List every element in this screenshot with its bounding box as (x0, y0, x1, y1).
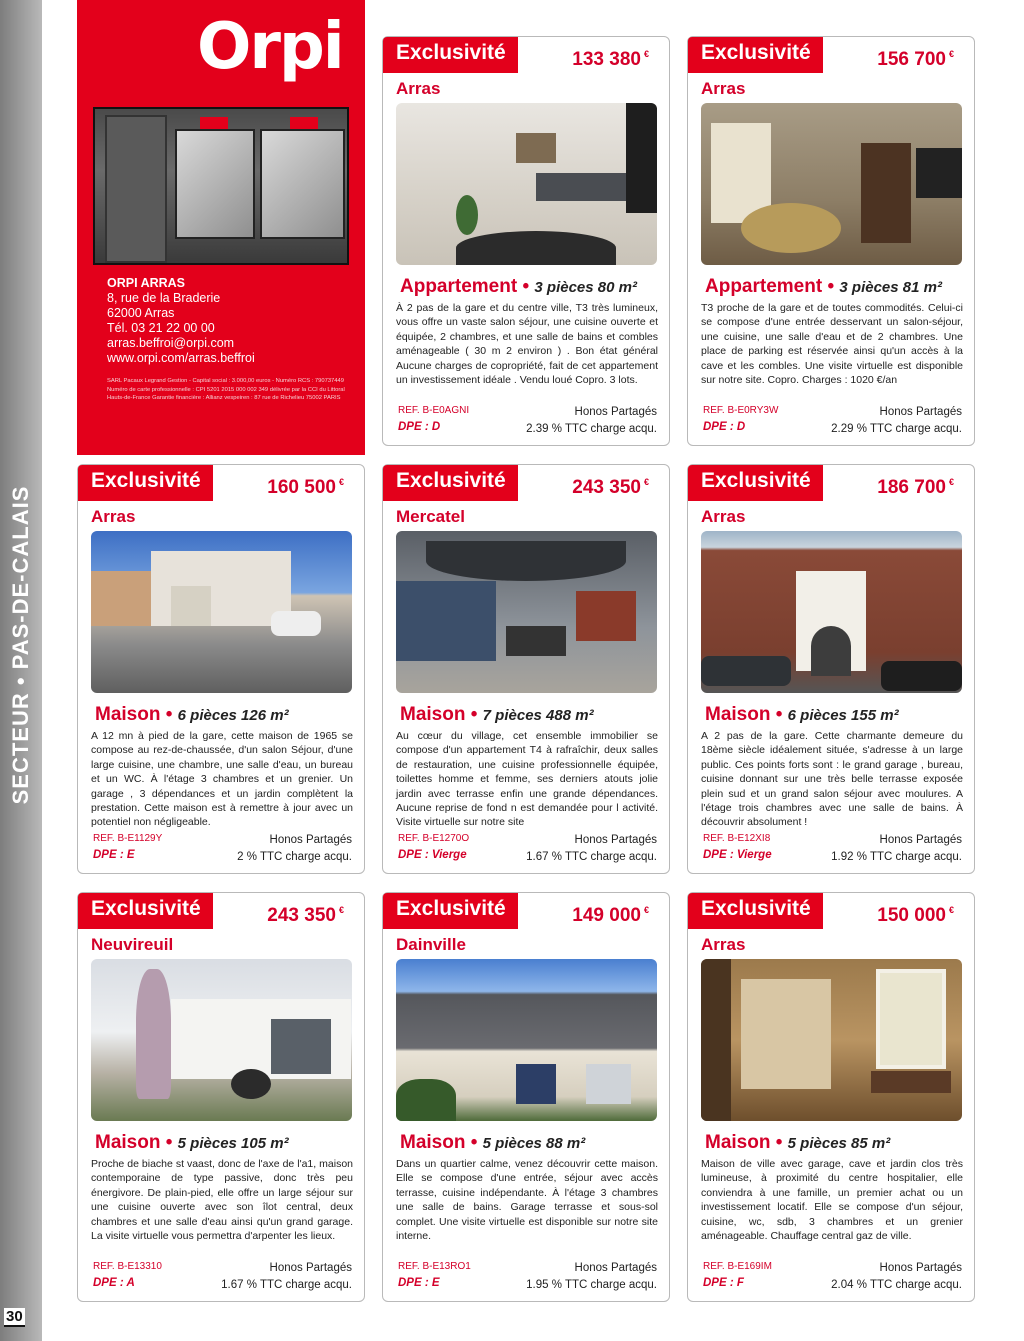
listing-card (687, 464, 975, 874)
agency-panel (77, 0, 365, 455)
exclusivite-badge: Exclusivité (78, 465, 213, 501)
storefront-sign (200, 117, 228, 129)
agency-email: arras.beffroi@orpi.com (107, 336, 235, 350)
listing-fee: 2.39 % TTC charge acqu. (526, 423, 657, 435)
agency-legal-notice: SARL Pacaux Legrand Gestion - Capital social : 3.000,00 euros - Numéro RCS : 790737449 Numéro de carte professionnelle : CPI 5201 2015 000 002 349 délivrée par la CCI du Littoral Hauts-de-France Garantie financière : Allianz vespeiren : 87 rue de Richelieu 75002 PARIS (107, 378, 345, 401)
listing-description: A 2 pas de la gare. Cette charmante demeure du 18ème siècle idéalement située, s'adresse à un large public. Ces points forts sont : le grand garage , bureau, cuisine donnant sur une très belle terrasse exposée plein sud et un grand salon séjour avec moulures. A l'étage trois chambres avec une salle de bains. À découvrir absolument ! (701, 730, 963, 829)
listing-honos: Honos Partagés (269, 834, 352, 846)
storefront-sign (290, 117, 318, 129)
orpi-logo: Orpi (197, 10, 343, 84)
listing-honos: Honos Partagés (574, 406, 657, 418)
listing-price: 156 700 € (877, 49, 954, 70)
listing-title: Maison • 7 pièces 488 m² (400, 704, 594, 725)
listing-description: A 12 mn à pied de la gare, cette maison de 1965 se compose au rez-de-chaussée, d'un salon Séjour, d'une large cuisine, une chambre, une salle d'eau, un bureau et un WC. À l'étage 3 chambres et un grenier. Un garage , 3 dépendances et un jardin complètent la prestation. Cette maison est à remettre à jour avec un potentiel non négligeable. (91, 730, 353, 829)
agency-address-line2: 62000 Arras (107, 306, 175, 320)
listing-price: 160 500 € (267, 477, 344, 498)
agency-storefront-photo (93, 107, 349, 265)
exclusivite-badge: Exclusivité (383, 465, 518, 501)
listing-dpe: DPE : D (398, 421, 441, 433)
storefront-window-right (260, 129, 345, 239)
listing-fee: 2.04 % TTC charge acqu. (831, 1279, 962, 1291)
listing-card (77, 892, 365, 1302)
listing-photo (701, 531, 962, 693)
listing-honos: Honos Partagés (879, 834, 962, 846)
listing-dpe: DPE : D (703, 421, 746, 433)
agency-address-line1: 8, rue de la Braderie (107, 291, 221, 305)
listing-photo (701, 959, 962, 1121)
listing-city: Arras (396, 79, 441, 98)
sidebar (0, 0, 42, 1341)
listing-description: Maison de ville avec garage, cave et jardin clos très lumineuse, à proximité du centre hospitalier, elle conviendra à une famille, un premier achat ou un investissement locatif. Elle se compose d'un séjour, cuisine, wc, sdb, 3 chambres et un grenier aménageable. Chauffage central gaz de ville. (701, 1158, 963, 1243)
listing-price: 150 000 € (877, 905, 954, 926)
listing-card (687, 892, 975, 1302)
listing-city: Dainville (396, 935, 466, 954)
listing-fee: 1.92 % TTC charge acqu. (831, 851, 962, 863)
listing-price: 243 350 € (572, 477, 649, 498)
listing-fee: 1.67 % TTC charge acqu. (221, 1279, 352, 1291)
listing-price: 243 350 € (267, 905, 344, 926)
listing-honos: Honos Partagés (574, 834, 657, 846)
listing-card (382, 464, 670, 874)
agency-phone: Tél. 03 21 22 00 00 (107, 321, 215, 335)
listing-ref: REF. B-E169IM (703, 1261, 772, 1272)
listing-description: Proche de biache st vaast, donc de l'axe de l'a1, maison contemporaine de type passive, donc très peu énergivore. De plain-pied, elle offre un large séjour sur une cuisine ouverte avec son îlot central, deux chambres et une salle d'eau ainsi qu'un grand garage. La visite virtuelle vous permettra d'arpenter les lieux. (91, 1158, 353, 1243)
listing-price: 186 700 € (877, 477, 954, 498)
listing-card (77, 464, 365, 874)
storefront-door (105, 115, 167, 263)
listing-ref: REF. B-E12XI8 (703, 833, 771, 844)
listing-photo (701, 103, 962, 265)
exclusivite-badge: Exclusivité (78, 893, 213, 929)
listing-ref: REF. B-E13RO1 (398, 1261, 471, 1272)
listing-fee: 2 % TTC charge acqu. (237, 851, 352, 863)
listing-title: Maison • 6 pièces 155 m² (705, 704, 899, 725)
exclusivite-badge: Exclusivité (688, 465, 823, 501)
listing-ref: REF. B-E1270O (398, 833, 470, 844)
listing-dpe: DPE : Vierge (398, 849, 467, 861)
listing-city: Arras (701, 935, 746, 954)
listing-photo (396, 959, 657, 1121)
listing-title: Maison • 6 pièces 126 m² (95, 704, 289, 725)
listing-photo (91, 531, 352, 693)
agency-contact (107, 276, 255, 366)
listing-fee: 1.95 % TTC charge acqu. (526, 1279, 657, 1291)
listing-description: À 2 pas de la gare et du centre ville, T3 très lumineux, vous offre un vaste salon séjour, une cuisine ouverte et équipée, 2 chambres, et une salle de bains et combles aménageable ( 30 m 2 environ ) . Bon état général Aucune charges de copropriété, fait de cet appartement un investissement idéale . Vendu loué Copro. 3 lots. (396, 302, 658, 387)
listing-title: Appartement • 3 pièces 81 m² (705, 276, 942, 297)
listing-city: Mercatel (396, 507, 465, 526)
listing-city: Neuvireuil (91, 935, 174, 954)
listing-honos: Honos Partagés (574, 1262, 657, 1274)
listing-dpe: DPE : A (93, 1277, 135, 1289)
listing-city: Arras (701, 79, 746, 98)
listing-dpe: DPE : F (703, 1277, 744, 1289)
listing-honos: Honos Partagés (879, 406, 962, 418)
listing-ref: REF. B-E0RY3W (703, 405, 779, 416)
listing-city: Arras (91, 507, 136, 526)
sector-label: SECTEUR • PAS-DE-CALAIS (8, 485, 33, 805)
listing-description: Au cœur du village, cet ensemble immobilier se compose d'un appartement T4 à rafraîchir, deux salles de restauration, une cuisine professionnelle équipée, toilettes homme et femme, ses derniers atouts jolie jardin avec terrasse enfin une grande dépendances. Aucune reprise de fond n est demandée pour l activité. Visite virtuelle sur notre site (396, 730, 658, 829)
exclusivite-badge: Exclusivité (383, 893, 518, 929)
listing-honos: Honos Partagés (269, 1262, 352, 1274)
listing-ref: REF. B-E13310 (93, 1261, 162, 1272)
listing-photo (396, 531, 657, 693)
listing-title: Maison • 5 pièces 105 m² (95, 1132, 289, 1153)
listing-dpe: DPE : E (398, 1277, 440, 1289)
listing-dpe: DPE : E (93, 849, 135, 861)
storefront-window-left (175, 129, 255, 239)
listing-price: 133 380 € (572, 49, 649, 70)
exclusivite-badge: Exclusivité (688, 893, 823, 929)
listing-title: Maison • 5 pièces 88 m² (400, 1132, 586, 1153)
listing-fee: 2.29 % TTC charge acqu. (831, 423, 962, 435)
listing-honos: Honos Partagés (879, 1262, 962, 1274)
listing-ref: REF. B-E1129Y (93, 833, 163, 844)
listing-photo (91, 959, 352, 1121)
listing-price: 149 000 € (572, 905, 649, 926)
listing-description: T3 proche de la gare et de toutes commodités. Celui-ci se compose d'une entrée desservant un salon-séjour, une cuisine, une salle d'eau et de 2 chambres. Une place de parking est réservée ainsi qu'un accès à la cave et les combles. Une visite virtuelle est disponible sur notre site. Copro. Charges : 1020 €/an (701, 302, 963, 387)
agency-website: www.orpi.com/arras.beffroi (107, 351, 255, 365)
listing-fee: 1.67 % TTC charge acqu. (526, 851, 657, 863)
listing-card (382, 892, 670, 1302)
listing-card (687, 36, 975, 446)
agency-name: ORPI ARRAS (107, 276, 186, 290)
listing-photo (396, 103, 657, 265)
exclusivite-badge: Exclusivité (383, 37, 518, 73)
exclusivite-badge: Exclusivité (688, 37, 823, 73)
listing-ref: REF. B-E0AGNI (398, 405, 470, 416)
listing-city: Arras (701, 507, 746, 526)
listing-title: Appartement • 3 pièces 80 m² (400, 276, 637, 297)
page-number: 30 (6, 1308, 23, 1325)
listing-description: Dans un quartier calme, venez découvrir cette maison. Elle se compose d'une entrée, séjour avec accès terrasse, cuisine indépendante. À l'étage 3 chambres une salle de bains. Garage terrasse et sous-sol complet. Une visite virtuelle est disponible sur notre site interne. (396, 1158, 658, 1243)
listing-card (382, 36, 670, 446)
listing-dpe: DPE : Vierge (703, 849, 772, 861)
listing-title: Maison • 5 pièces 85 m² (705, 1132, 891, 1153)
